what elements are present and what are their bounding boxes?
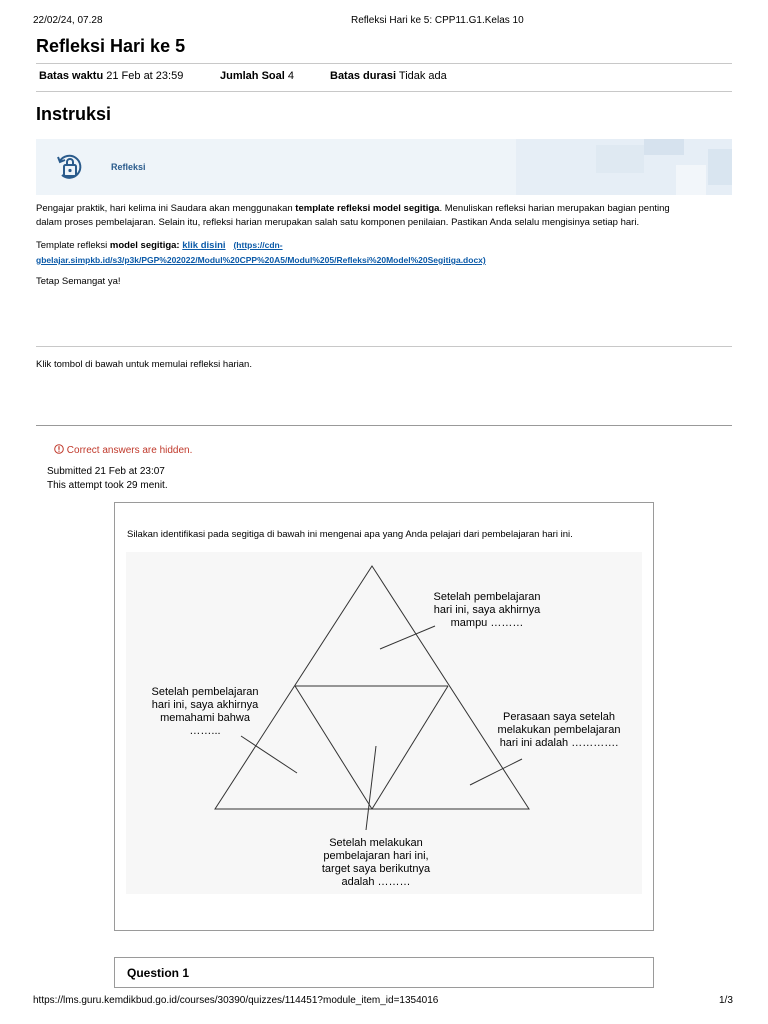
divider: [36, 91, 732, 92]
intro-text-cont: . Menuliskan refleksi harian merupakan bagian penting: [439, 203, 670, 214]
question-count-label: Jumlah Soal: [220, 70, 285, 82]
bottom-label-line: target saya berikutnya: [321, 863, 431, 875]
top-label-line: mampu ………: [450, 617, 524, 629]
left-label-line: Setelah pembelajaran: [151, 686, 259, 698]
print-url: https://lms.guru.kemdikbud.go.id/courses/30390/quizzes/114451?module_item_id=1354016: [33, 995, 439, 1006]
submitted-info: Submitted 21 Feb at 23:07: [47, 466, 165, 477]
deadline-label: Batas waktu: [39, 70, 104, 82]
notice-text: Correct answers are hidden.: [66, 445, 193, 456]
divider: [36, 425, 732, 426]
duration-info: [330, 70, 447, 82]
banner-label: Refleksi: [111, 162, 146, 172]
template-link[interactable]: klik disini: [182, 240, 226, 251]
question-1-title: Question 1: [127, 966, 190, 980]
bottom-label-line: pembelajaran hari ini,: [323, 850, 429, 862]
question-1-box: [114, 957, 654, 988]
right-label-line: Perasaan saya setelah: [503, 711, 615, 723]
figure-instruction: Silakan identifikasi pada segitiga di bawah ini mengenai apa yang Anda pelajari dari pembelajaran hari ini.: [127, 529, 573, 540]
print-page-number: 1/3: [719, 995, 733, 1006]
answers-hidden-notice: [54, 444, 192, 456]
intro-line2: dalam proses pembelajaran. Selain itu, refleksi harian merupakan salah satu komponen penilaian. Pastikan Anda selalu mengisinya setiap hari.: [36, 217, 640, 228]
template-paragraph: [36, 238, 732, 268]
start-hint: Klik tombol di bawah untuk memulai refleksi harian.: [36, 359, 252, 370]
left-label-line: ……...: [189, 725, 221, 737]
top-label-line: hari ini, saya akhirnya: [433, 604, 541, 616]
template-bold: model segitiga:: [109, 240, 180, 251]
left-label-line: hari ini, saya akhirnya: [151, 699, 259, 711]
instructions-title: Instruksi: [36, 104, 112, 124]
duration-value: Tidak ada: [398, 70, 447, 82]
intro-paragraph: [36, 202, 732, 230]
reflection-icon: [54, 151, 86, 183]
top-label-line: Setelah pembelajaran: [433, 591, 541, 603]
intro-text: Pengajar praktik, hari kelima ini Saudara akan menggunakan: [36, 203, 296, 214]
attempt-duration: This attempt took 29 menit.: [47, 480, 168, 491]
right-label-line: hari ini adalah ………….: [499, 737, 619, 749]
question-count-info: [220, 70, 294, 82]
duration-label: Batas durasi: [330, 70, 397, 82]
deadline-value: 21 Feb at 23:59: [106, 70, 184, 82]
template-url-link[interactable]: (https://cdn-: [233, 240, 283, 250]
print-datetime: 22/02/24, 07.28: [33, 15, 103, 26]
top-label: [412, 591, 562, 630]
bottom-label-line: Setelah melakukan: [329, 837, 423, 849]
template-prefix: Template refleksi: [36, 240, 110, 251]
divider: [36, 63, 732, 64]
question-count-value: 4: [287, 70, 294, 82]
bottom-label-line: adalah ………: [341, 876, 411, 888]
reflection-banner: [36, 139, 732, 195]
deadline-info: [39, 70, 183, 82]
closing-text: Tetap Semangat ya!: [36, 276, 121, 287]
divider: [36, 346, 732, 347]
left-label-line: memahami bahwa: [160, 712, 250, 724]
template-url-link-cont[interactable]: gbelajar.simpkb.id/s3/p3k/PGP%202022/Modul%20CPP%20A5/Modul%205/Refleksi%20Model%20Segitiga.docx): [36, 255, 486, 265]
right-label: [484, 711, 634, 750]
intro-bold: template refleksi model segitiga: [295, 203, 440, 214]
bottom-label: [301, 837, 451, 889]
triangle-diagram: [126, 552, 642, 894]
left-label: [131, 686, 279, 738]
page-title: Refleksi Hari ke 5: [36, 36, 186, 56]
right-label-line: melakukan pembelajaran: [497, 724, 621, 736]
warning-icon: [54, 444, 64, 454]
print-doc-title: Refleksi Hari ke 5: CPP11.G1.Kelas 10: [351, 15, 524, 26]
